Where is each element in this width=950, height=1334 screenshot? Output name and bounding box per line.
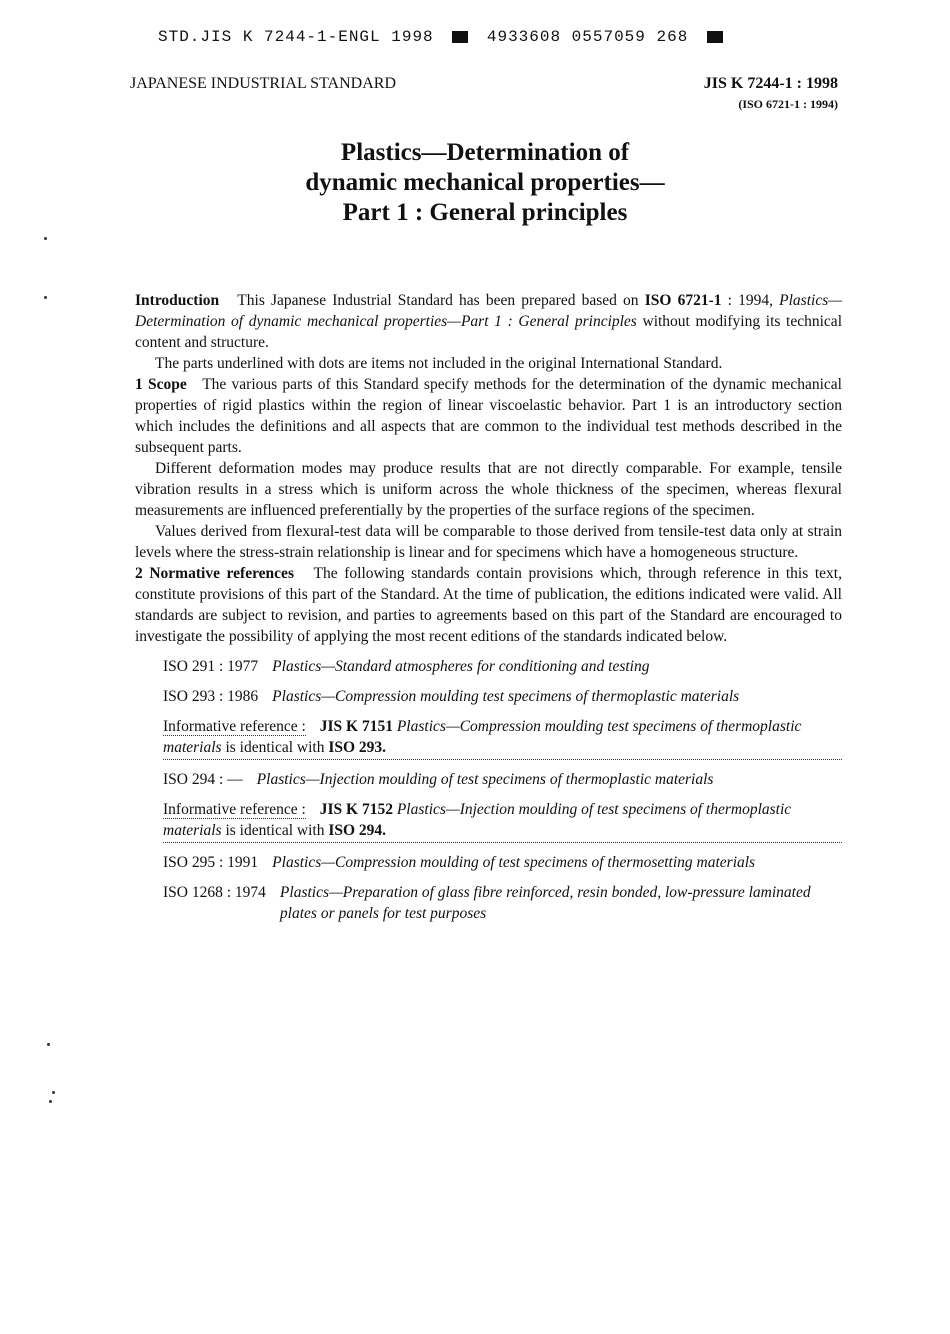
scope-paragraph-1	[135, 374, 842, 458]
standard-type: JAPANESE INDUSTRIAL STANDARD	[130, 75, 396, 92]
standard-code: JIS K 7244-1 : 1998	[703, 75, 838, 92]
reference-number: ISO 291 : 1977	[163, 658, 259, 675]
informative-title: Plastics—Compression moulding test specimens of thermoplastic materials	[163, 718, 802, 756]
scope-text-1: The various parts of this Standard specify methods for the determination of the dynamic mechanical properties of rigid plastics within the region of linear viscoelastic behavior. Part 1 is an introductory section which includes the definitions and all aspects that are common to the individual test methods described in the subsequent parts.	[135, 376, 842, 456]
reference-item	[163, 882, 842, 924]
scan-speck	[44, 237, 47, 240]
normative-heading: 2 Normative references	[135, 565, 294, 582]
reference-number: ISO 1268 : 1974	[163, 884, 266, 901]
reference-title: Plastics—Compression moulding test specimens of thermoplastic materials	[272, 688, 740, 705]
reference-title: Plastics—Standard atmospheres for conditioning and testing	[272, 658, 650, 675]
scope-paragraph-2: Different deformation modes may produce results that are not directly comparable. For example, tensile vibration results in a stress which is uniform across the whole thickness of the specimen, whereas flexural measurements are influenced preferentially by the properties of the surface regions of the specimen.	[135, 460, 842, 519]
reference-number: ISO 295 : 1991	[163, 854, 259, 871]
reference-item	[163, 852, 842, 873]
reference-number: ISO 293 : 1986	[163, 688, 259, 705]
intro-text-3: without modifying its technical content and structure.	[135, 313, 842, 351]
reference-title: Plastics—Preparation of glass fibre reinforced, resin bonded, low-pressure laminated plates or panels for test purposes	[279, 884, 811, 922]
informative-iso: ISO 294.	[328, 822, 387, 839]
document-body	[135, 290, 842, 924]
intro-heading: Introduction	[135, 292, 220, 309]
intro-note: The parts underlined with dots are items not included in the original International Standard.	[155, 355, 723, 372]
barcode-number: 4933608 0557059 268	[486, 28, 689, 46]
reference-title: Plastics—Compression moulding of test specimens of thermosetting materials	[272, 854, 756, 871]
informative-tail: is identical with	[225, 822, 325, 839]
intro-paragraph	[135, 290, 842, 353]
normative-paragraph	[135, 563, 842, 647]
barcode-block-icon	[707, 31, 723, 43]
informative-jis: JIS K 7151	[319, 718, 393, 735]
reference-item	[163, 656, 842, 677]
normative-text: The following standards contain provisions which, through reference in this text, constitute provisions of this part of the Standard. At the time of publication, the editions indicated were valid. All standards are subject to revision, and parties to agreements based on this part of the Standard are encouraged to investigate the possibility of applying the most recent editions of the standards indicated below.	[135, 565, 842, 645]
reference-item	[163, 769, 842, 790]
iso-equivalent: (ISO 6721-1 : 1994)	[738, 97, 838, 111]
intro-text-2: : 1994,	[727, 292, 773, 309]
barcode-block-icon	[452, 31, 468, 43]
scan-speck	[52, 1091, 55, 1094]
informative-label: Informative reference :	[163, 718, 306, 735]
scan-speck	[49, 1100, 52, 1103]
title-line-1: Plastics—Determination of	[340, 139, 630, 166]
reference-number: ISO 294 : —	[163, 771, 243, 788]
standard-code-block	[704, 75, 838, 112]
intro-iso-ref: ISO 6721-1	[644, 292, 722, 309]
informative-title: Plastics—Injection moulding of test specimens of thermoplastic materials	[163, 801, 792, 839]
scope-heading: 1 Scope	[135, 376, 187, 393]
scan-speck	[47, 1043, 50, 1046]
title-line-3: Part 1 : General principles	[342, 199, 628, 226]
intro-text-1: This Japanese Industrial Standard has been prepared based on	[237, 292, 639, 309]
page-title	[0, 138, 950, 228]
barcode-prefix: STD.JIS K 7244-1-ENGL 1998	[158, 28, 434, 46]
informative-jis: JIS K 7152	[319, 801, 393, 818]
intro-italic-title: Plastics—Determination of dynamic mechanical properties—Part 1 : General principles	[135, 292, 843, 330]
reference-item	[163, 686, 842, 707]
barcode-line	[158, 28, 731, 46]
informative-label: Informative reference :	[163, 801, 306, 818]
informative-iso: ISO 293.	[328, 739, 387, 756]
informative-tail: is identical with	[225, 739, 325, 756]
scope-paragraph-3: Values derived from flexural-test data will be comparable to those derived from tensile-test data only at strain levels where the stress-strain relationship is linear and for specimens which have a homogeneous structure.	[135, 523, 842, 561]
reference-title: Plastics—Injection moulding of test specimens of thermoplastic materials	[256, 771, 714, 788]
informative-reference	[163, 799, 842, 843]
scan-speck	[44, 296, 47, 299]
informative-reference	[163, 716, 842, 760]
title-line-2: dynamic mechanical properties—	[305, 169, 665, 196]
